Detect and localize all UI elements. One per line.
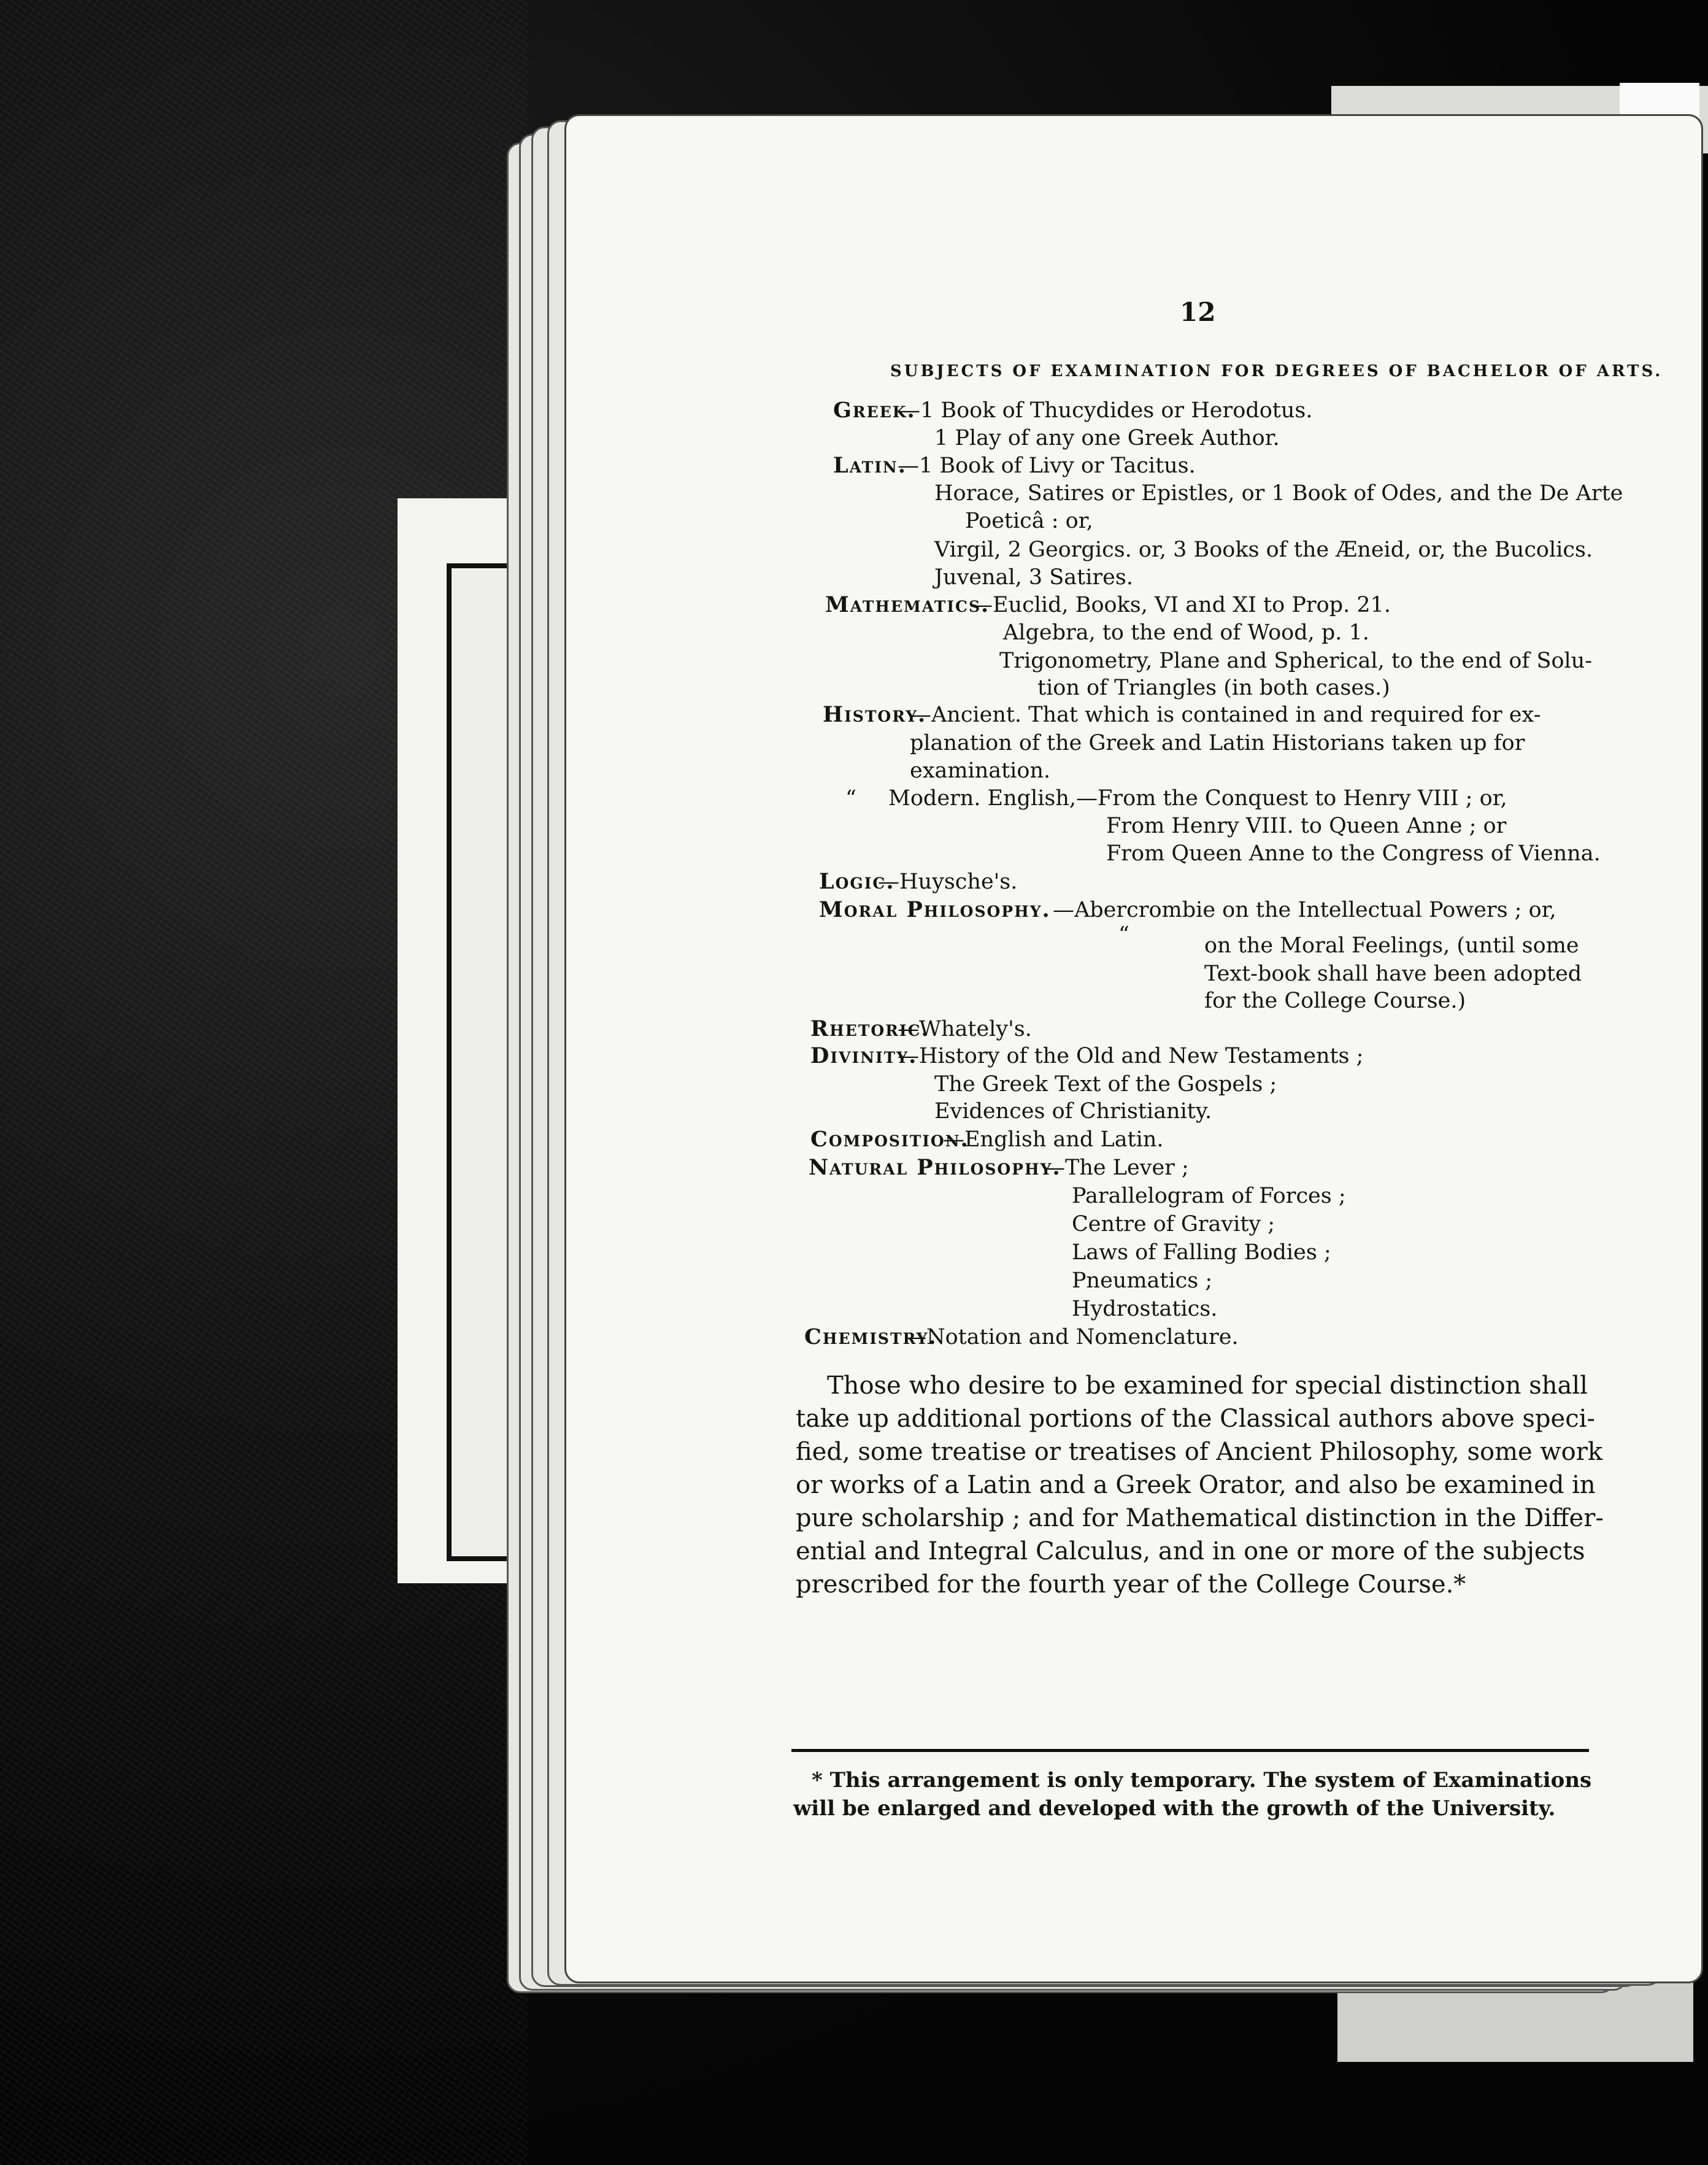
subject-label-greek: Greek.: [833, 398, 916, 423]
text-line: planation of the Greek and Latin Historians taken up for: [910, 731, 1525, 755]
text-line: —English and Latin.: [943, 1127, 1164, 1152]
subject-label-rhetoric: Rhetoric.: [810, 1016, 930, 1041]
subject-label-moral-philosophy: Moral Philosophy.: [819, 897, 1051, 922]
subject-label-natural-philosophy: Natural Philosophy.: [809, 1155, 1061, 1180]
subject-label-composition: Composition.: [810, 1127, 969, 1152]
text-line: on the Moral Feelings, (until some: [1204, 933, 1579, 958]
text-line: —Abercrombie on the Intellectual Powers ; or,: [1053, 898, 1556, 922]
ditto-mark: “: [1118, 922, 1129, 947]
text-line: Trigonometry, Plane and Spherical, to the end of Solu-: [999, 649, 1593, 673]
text-line: —Euclid, Books, VI and XI to Prop. 21.: [971, 593, 1391, 617]
subject-label-history: History.: [823, 702, 927, 727]
text-line: Pneumatics ;: [1072, 1268, 1213, 1293]
subject-label-mathematics: Mathematics.: [825, 592, 990, 617]
paragraph-line: Those who desire to be examined for special distinction shall: [827, 1372, 1588, 1400]
text-line: The Greek Text of the Gospels ;: [934, 1072, 1277, 1097]
text-line: for the College Course.): [1204, 989, 1466, 1013]
text-line: From Henry VIII. to Queen Anne ; or: [1106, 814, 1507, 838]
text-line: tion of Triangles (in both cases.): [1037, 676, 1390, 700]
text-line: —1 Book of Livy or Tacitus.: [898, 453, 1196, 478]
text-line: Text-book shall have been adopted: [1204, 962, 1582, 986]
text-line: Centre of Gravity ;: [1072, 1212, 1275, 1237]
text-line: —Huysche's.: [878, 870, 1018, 894]
text-line: Laws of Falling Bodies ;: [1072, 1240, 1331, 1265]
text-line: —History of the Old and New Testaments ;: [898, 1044, 1364, 1068]
paragraph-line: or works of a Latin and a Greek Orator, and also be examined in: [796, 1471, 1596, 1499]
text-line: From Queen Anne to the Congress of Vienna.: [1106, 841, 1601, 866]
footnote-line: * This arrangement is only temporary. The system of Examinations: [812, 1768, 1592, 1793]
text-line: 1 Play of any one Greek Author.: [934, 426, 1280, 450]
footnote-rule: [791, 1749, 1589, 1752]
subject-label-latin: Latin.: [833, 453, 907, 478]
text-line: —Ancient. That which is contained in and required for ex-: [910, 703, 1541, 727]
paragraph-line: fied, some treatise or treatises of Ancient Philosophy, some work: [796, 1438, 1603, 1466]
text-line: examination.: [910, 758, 1051, 783]
text-line: Horace, Satires or Epistles, or 1 Book of Odes, and the De Arte: [934, 481, 1623, 506]
text-line: Virgil, 2 Georgics. or, 3 Books of the Æneid, or, the Bucolics.: [934, 538, 1593, 562]
document-page: [564, 114, 1703, 1983]
text-line: —1 Book of Thucydides or Herodotus.: [899, 398, 1313, 423]
text-line: Modern. English,—From the Conquest to Henry VIII ; or,: [888, 786, 1507, 811]
subject-label-logic: Logic.: [819, 869, 895, 894]
text-line: Evidences of Christianity.: [934, 1099, 1212, 1124]
page-number: 12: [1180, 297, 1216, 327]
text-line: Juvenal, 3 Satires.: [934, 565, 1133, 590]
footnote-line: will be enlarged and developed with the growth of the University.: [793, 1796, 1556, 1821]
text-line: —Whately's.: [898, 1017, 1032, 1041]
text-line: Poeticâ : or,: [965, 509, 1093, 533]
text-line: Parallelogram of Forces ;: [1072, 1184, 1346, 1208]
text-line: Hydrostatics.: [1072, 1297, 1218, 1321]
subject-label-divinity: Divinity.: [810, 1043, 918, 1068]
subject-label-chemistry: Chemistry.: [804, 1324, 937, 1349]
text-line: —The Lever ;: [1044, 1156, 1189, 1180]
paragraph-line: ential and Integral Calculus, and in one or more of the subjects: [796, 1537, 1585, 1565]
text-line: Algebra, to the end of Wood, p. 1.: [1003, 620, 1369, 645]
text-line: —Notation and Nomenclature.: [905, 1325, 1239, 1349]
paragraph-line: pure scholarship ; and for Mathematical distinction in the Differ-: [796, 1504, 1604, 1532]
paragraph-line: prescribed for the fourth year of the College Course.*: [796, 1570, 1466, 1599]
paragraph-line: take up additional portions of the Classical authors above speci-: [796, 1405, 1595, 1433]
ditto-mark: “: [845, 786, 856, 811]
page-heading: SUBJECTS OF EXAMINATION FOR DEGREES OF BACHELOR OF ARTS.: [890, 362, 1663, 380]
